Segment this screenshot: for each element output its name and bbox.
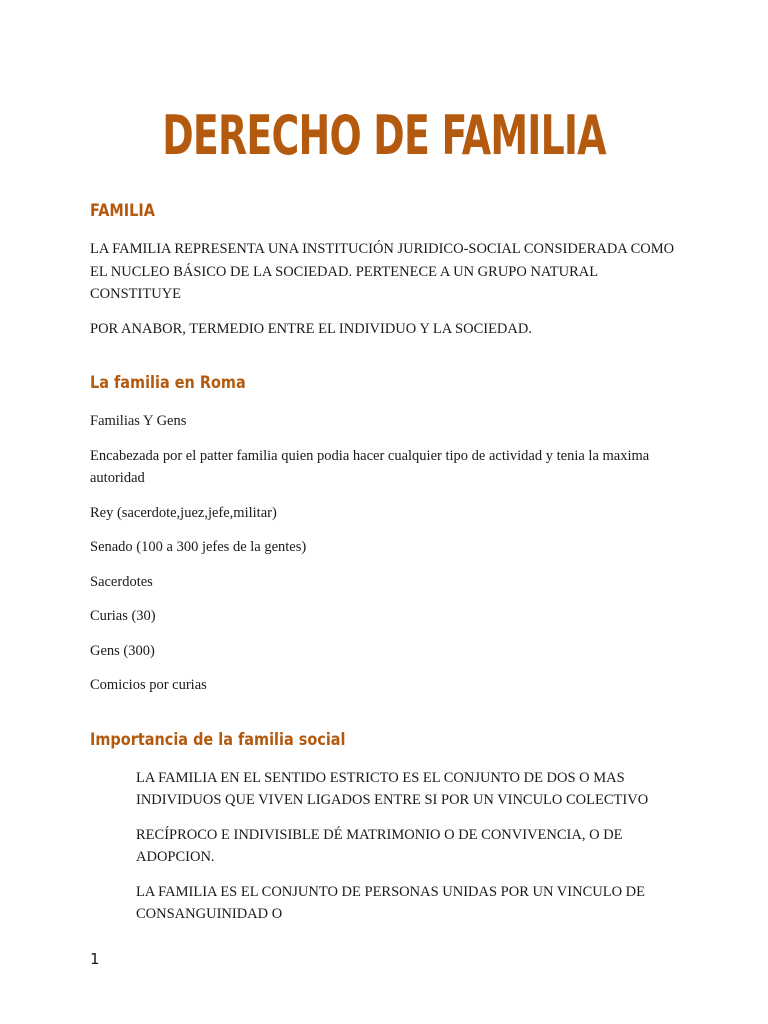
- indented-block: [90, 767, 656, 926]
- paragraph-importancia-item: LA FAMILIA ES EL CONJUNTO DE PERSONAS UNIDAS POR UN VINCULO DE CONSANGUINIDAD O: [136, 883, 646, 922]
- document-body: [90, 196, 690, 926]
- paragraph-roma-item: Encabezada por el patter familia quien podia hacer cualquier tipo de actividad y tenia la maxima autoridad: [90, 447, 650, 486]
- paragraph-roma-item: Senado (100 a 300 jefes de la gentes): [90, 539, 307, 555]
- paragraph-roma-item: Curias (30): [90, 608, 156, 624]
- paragraph-roma-item: Gens (300): [90, 642, 155, 659]
- document-title: DERECHO DE FAMILIA: [162, 104, 606, 167]
- page-number: 1: [90, 950, 100, 968]
- paragraph-familia-definition: LA FAMILIA REPRESENTA UNA INSTITUCIÓN JURIDICO-SOCIAL CONSIDERADA COMO EL NUCLEO BÁSICO DE LA SOCIEDAD. PERTENECE A UN GRUPO NATURAL CONSTITUYE: [90, 241, 675, 302]
- paragraph-roma-item: Comicios por curias: [90, 677, 207, 693]
- paragraph-importancia-item: RECÍPROCO E INDIVISIBLE DÉ MATRIMONIO O DE CONVIVENCIA, O DE ADOPCION.: [136, 826, 623, 865]
- section-heading-importancia: Importancia de la familia social: [90, 729, 346, 750]
- paragraph-roma-item: Rey (sacerdote,juez,jefe,militar): [90, 504, 277, 521]
- paragraph-familia-continued: POR ANABOR, TERMEDIO ENTRE EL INDIVIDUO Y LA SOCIEDAD.: [90, 320, 532, 337]
- paragraph-importancia-item: LA FAMILIA EN EL SENTIDO ESTRICTO ES EL CONJUNTO DE DOS O MAS INDIVIDUOS QUE VIVEN LIGADOS ENTRE SI POR UN VINCULO COLECTIVO: [136, 769, 649, 808]
- paragraph-roma-item: Sacerdotes: [90, 573, 153, 590]
- paragraph-roma-item: Familias Y Gens: [90, 413, 187, 429]
- section-heading-roma: La familia en Roma: [90, 373, 246, 393]
- section-heading-familia: FAMILIA: [90, 201, 155, 221]
